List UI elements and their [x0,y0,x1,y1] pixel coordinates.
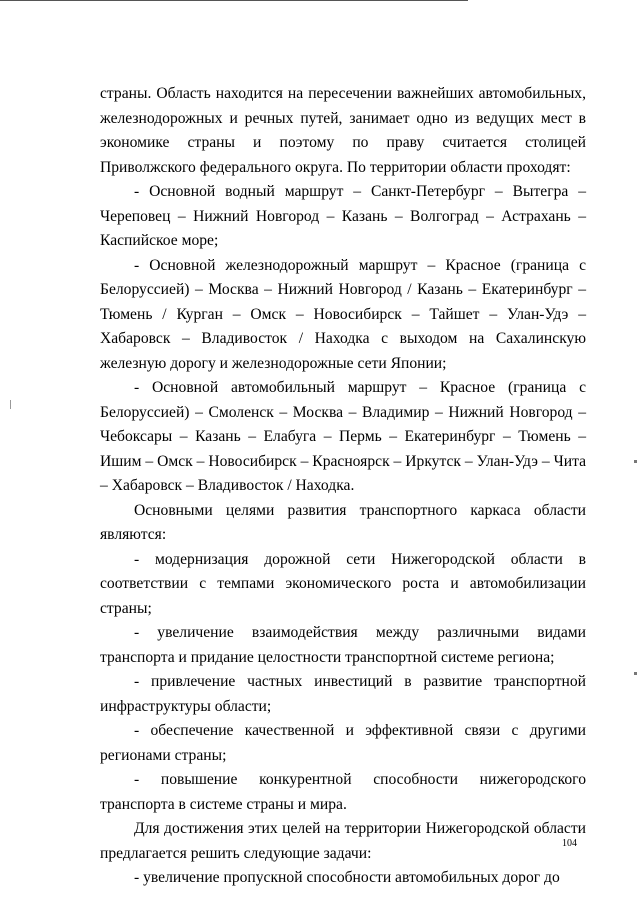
paragraph: - модернизация дорожной сети Нижегородской области в соответствии с темпами экономического роста и автомобилизации страны; [100,550,586,617]
paragraph: - увеличение пропускной способности автомобильных дорог до [134,869,560,886]
paragraph: страны. Область находится на пересечении важнейших автомобильных, железнодорожных и речных путей, занимает одно из ведущих мест в экономике страны и поэтому по праву считается столицей Приволжского федерального округа. По территории области проходят: [100,85,586,176]
scan-dot [634,672,637,675]
paragraph: - привлечение частных инвестиций в развитие транспортной инфраструктуры области; [100,673,586,715]
paragraph: Для достижения этих целей на территории Нижегородской области предлагается решить следующие задачи: [100,820,586,862]
paragraph: Основными целями развития транспортного каркаса области являются: [100,501,586,543]
paragraph: - повышение конкурентной способности нижегородского транспорта в системе страны и мира. [100,771,586,813]
paragraph: - Основной автомобильный маршрут – Красное (граница с Белоруссией) – Смоленск – Москва – Владимир – Нижний Новгород – Чебоксары – Казань – Елабуга – Пермь – Екатеринбург – Тюмень – Ишим – Омск – Новосибирск – Красноярск – Иркутск – Улан-Удэ – Чита – Хабаровск – Владивосток / Находка. [100,379,586,494]
scan-mark [10,400,11,409]
scan-dot [634,460,637,463]
paragraph: - увеличение взаимодействия между различными видами транспорта и придание целостности транспортной системе региона; [100,624,586,666]
top-border-line [0,0,468,1]
paragraph: - Основной водный маршрут – Санкт-Петербург – Вытегра – Череповец – Нижний Новгород – Казань – Волгоград – Астрахань – Каспийское море; [100,183,586,249]
document-body [100,82,586,891]
paragraph: - Основной железнодорожный маршрут – Красное (граница с Белоруссией) – Москва – Нижний Новгород / Казань – Екатеринбург – Тюмень / Курган – Омск – Новосибирск – Тайшет – Улан-Удэ – Хабаровск – Владивосток / Находка с выходом на Сахалинскую железную дорогу и железнодорожные сети Японии; [100,256,586,372]
page-number: 104 [562,838,577,849]
paragraph: - обеспечение качественной и эффективной связи с другими регионами страны; [100,722,586,764]
